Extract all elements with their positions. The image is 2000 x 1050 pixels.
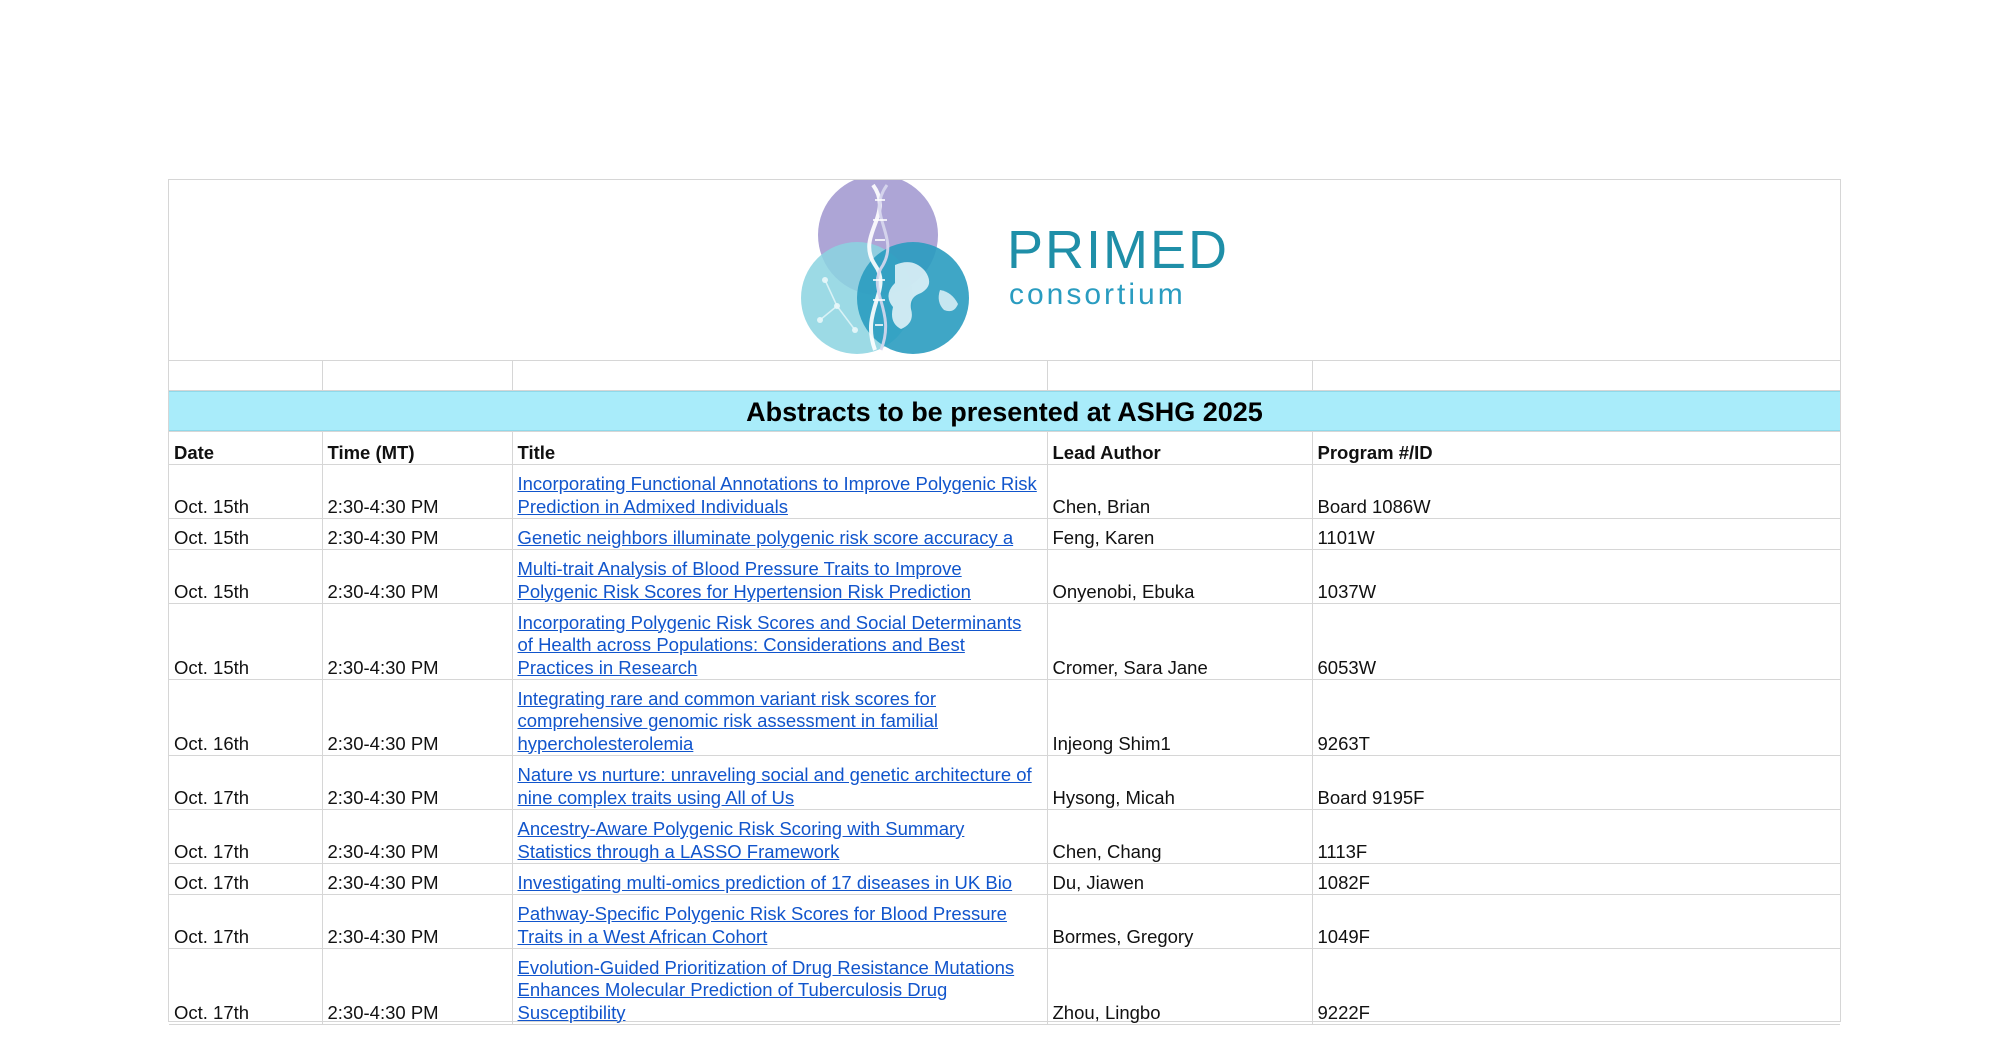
title-cell [512,864,1047,895]
grid-line [322,360,323,391]
title-cell [512,550,1047,604]
title-cell [512,604,1047,680]
section-banner [169,391,1840,431]
time-cell: 2:30-4:30 PM [322,949,512,1025]
abstract-link[interactable]: Pathway-Specific Polygenic Risk Scores for Blood Pressure Traits in a West African Cohort [517,903,1007,947]
logo-brand-bottom: consortium [1009,278,1186,311]
date-cell: Oct. 15th [169,519,322,550]
author-cell: Hysong, Micah [1047,756,1312,810]
table-row [169,756,1840,810]
program-cell: 1049F [1312,895,1840,949]
col-header-program-id: Program #/ID [1312,432,1840,465]
title-cell [512,756,1047,810]
author-cell: Injeong Shim1 [1047,680,1312,756]
grid-line [512,360,513,391]
program-cell: 1037W [1312,550,1840,604]
col-header-date: Date [169,432,322,465]
time-cell: 2:30-4:30 PM [322,895,512,949]
title-cell [512,895,1047,949]
spreadsheet [168,179,1841,1022]
title-cell [512,465,1047,519]
empty-row [169,360,1840,391]
table-row [169,550,1840,604]
grid-line [1312,360,1313,391]
time-cell: 2:30-4:30 PM [322,550,512,604]
abstract-link[interactable]: Evolution-Guided Prioritization of Drug Resistance Mutations Enhances Molecular Prediction of Tuberculosis Drug Susceptibility [517,956,1015,1023]
date-cell: Oct. 16th [169,680,322,756]
author-cell: Chen, Chang [1047,810,1312,864]
abstract-link[interactable]: Integrating rare and common variant risk scores for comprehensive genomic risk assessment in familial hypercholesterolemia [517,687,939,754]
author-cell: Bormes, Gregory [1047,895,1312,949]
program-cell: Board 9195F [1312,756,1840,810]
abstract-link[interactable]: Investigating multi-omics prediction of 17 diseases in UK Bio [517,871,1013,893]
table-row [169,519,1840,550]
author-cell: Chen, Brian [1047,465,1312,519]
abstract-link[interactable]: Multi-trait Analysis of Blood Pressure Traits to Improve Polygenic Risk Scores for Hypertension Risk Prediction [517,558,971,602]
author-cell: Du, Jiawen [1047,864,1312,895]
abstract-link[interactable]: Incorporating Polygenic Risk Scores and Social Determinants of Health across Populations: Considerations and Best Practices in Research [517,611,1022,678]
date-cell: Oct. 17th [169,756,322,810]
title-cell [512,680,1047,756]
date-cell: Oct. 15th [169,604,322,680]
abstract-link[interactable]: Ancestry-Aware Polygenic Risk Scoring with Summary Statistics through a LASSO Framework [517,818,965,862]
col-header-time: Time (MT) [322,432,512,465]
logo-brand-top: PRIMED [1007,220,1230,280]
time-cell: 2:30-4:30 PM [322,864,512,895]
date-cell: Oct. 17th [169,949,322,1025]
time-cell: 2:30-4:30 PM [322,756,512,810]
abstract-link[interactable]: Genetic neighbors illuminate polygenic risk score accuracy a [517,526,1014,548]
logo-area [169,180,1840,360]
grid-line [1047,360,1048,391]
author-cell: Cromer, Sara Jane [1047,604,1312,680]
date-cell: Oct. 15th [169,465,322,519]
program-cell: 1082F [1312,864,1840,895]
date-cell: Oct. 17th [169,810,322,864]
primed-logo [775,180,1235,360]
table-row [169,680,1840,756]
time-cell: 2:30-4:30 PM [322,519,512,550]
time-cell: 2:30-4:30 PM [322,465,512,519]
author-cell: Feng, Karen [1047,519,1312,550]
table-row [169,810,1840,864]
banner-title: Abstracts to be presented at ASHG 2025 [746,397,1263,427]
program-cell: 1113F [1312,810,1840,864]
col-header-lead-author: Lead Author [1047,432,1312,465]
title-cell [512,949,1047,1025]
table-row [169,895,1840,949]
program-cell: Board 1086W [1312,465,1840,519]
program-cell: 6053W [1312,604,1840,680]
table-row [169,604,1840,680]
time-cell: 2:30-4:30 PM [322,604,512,680]
author-cell: Zhou, Lingbo [1047,949,1312,1025]
table-row [169,864,1840,895]
program-cell: 9222F [1312,949,1840,1025]
col-header-title: Title [512,432,1047,465]
time-cell: 2:30-4:30 PM [322,810,512,864]
table-row [169,465,1840,519]
time-cell: 2:30-4:30 PM [322,680,512,756]
program-cell: 1101W [1312,519,1840,550]
program-cell: 9263T [1312,680,1840,756]
abstract-link[interactable]: Incorporating Functional Annotations to Improve Polygenic Risk Prediction in Admixed Individuals [517,473,1037,517]
abstracts-table [169,431,1840,1025]
date-cell: Oct. 17th [169,895,322,949]
header-row [169,432,1840,465]
date-cell: Oct. 17th [169,864,322,895]
title-cell [512,519,1047,550]
abstract-link[interactable]: Nature vs nurture: unraveling social and genetic architecture of nine complex traits using All of Us [517,764,1032,808]
title-cell [512,810,1047,864]
table-row [169,949,1840,1025]
author-cell: Onyenobi, Ebuka [1047,550,1312,604]
date-cell: Oct. 15th [169,550,322,604]
